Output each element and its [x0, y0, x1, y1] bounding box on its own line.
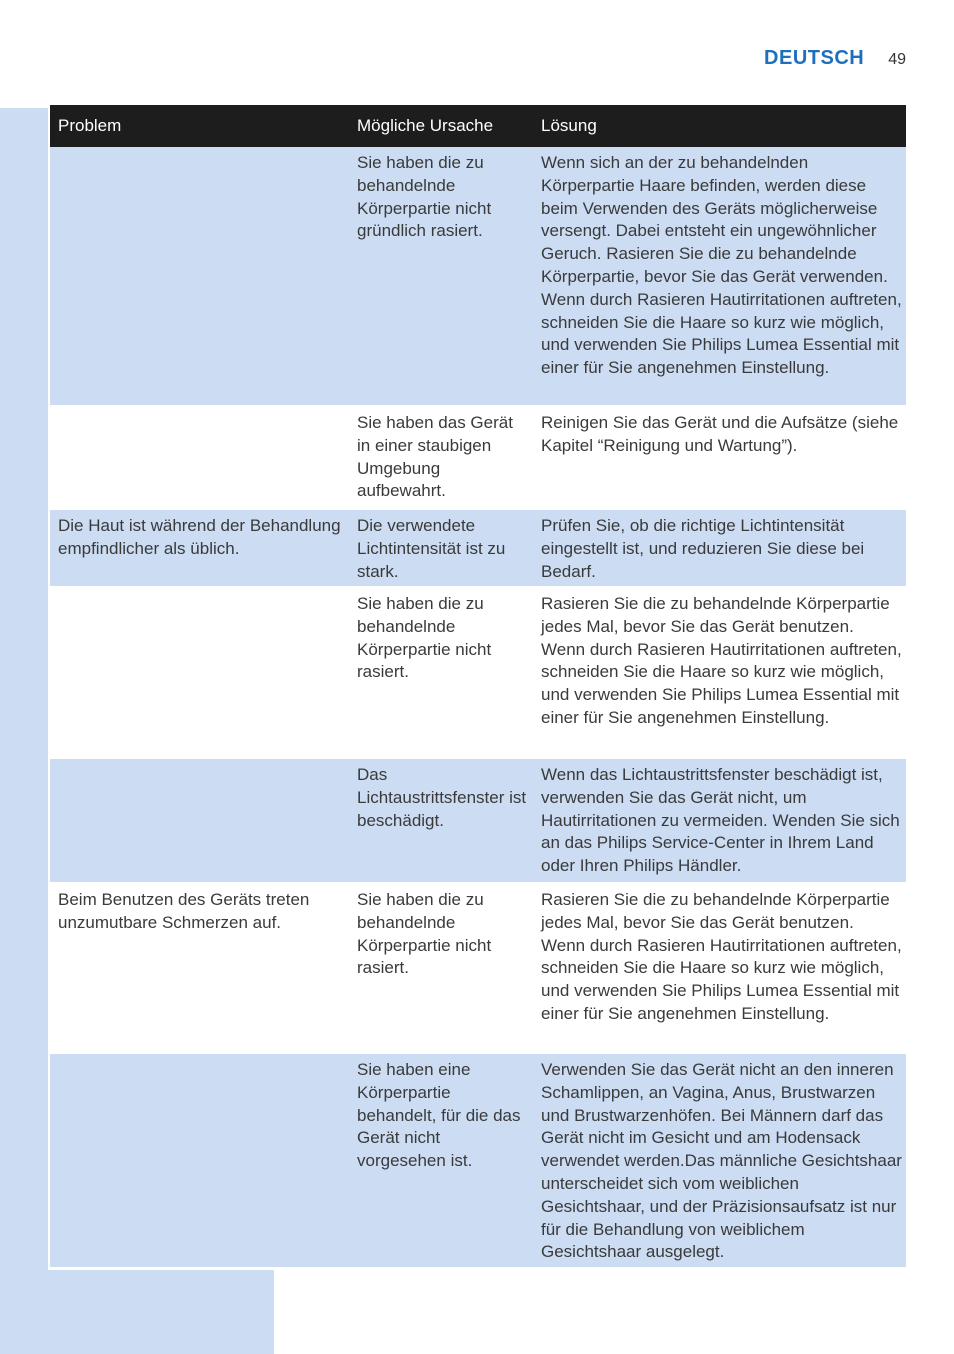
- column-header-problem: Problem: [58, 116, 122, 135]
- solution-cell: Rasieren Sie die zu behandelnde Körperpartie jedes Mal, bevor Sie das Gerät benutzen. Wenn durch Rasieren Hautirritationen auftreten, schneiden Sie die Haare so kurz wie möglich, und verwenden Sie Philips Lumea Essential mit einer für Sie angenehmen Einstellung.: [541, 890, 902, 1023]
- solution-cell: Verwenden Sie das Gerät nicht an den inneren Schamlippen, an Vagina, Anus, Brustwarzen und Brustwarzenhöfen. Bei Männern darf das Gerät nicht im Gesicht und am Hodensack verwendet werden.Das männliche Gesichtshaar unterscheidet sich vom weiblichen Gesichtshaar, und der Präzisionsaufsatz ist nur für die Behandlung von weiblichem Gesichtshaar ausgelegt.: [541, 1060, 902, 1262]
- table-row: [50, 757, 906, 882]
- cause-cell: Sie haben die zu behandelnde Körperpartie nicht rasiert.: [357, 594, 492, 682]
- problem-cell: [50, 759, 349, 882]
- troubleshooting-table: [50, 105, 906, 1267]
- page-number: 49: [888, 51, 906, 68]
- table-row: [50, 1052, 906, 1267]
- bottom-color-block: [0, 1270, 274, 1354]
- problem-cell: Beim Benutzen des Geräts treten unzumutbare Schmerzen auf.: [58, 890, 310, 932]
- column-header-solution: Lösung: [541, 116, 597, 135]
- table-header: [50, 105, 906, 147]
- cause-cell: Das Lichtaustrittsfenster ist beschädigt.: [357, 765, 527, 830]
- solution-cell: Prüfen Sie, ob die richtige Lichtintensität eingestellt ist, und reduzieren Sie diese bei Bedarf.: [541, 516, 865, 581]
- cause-cell: Sie haben die zu behandelnde Körperpartie nicht gründlich rasiert.: [357, 153, 492, 241]
- side-color-bar: [0, 108, 48, 1354]
- language-label: DEUTSCH: [764, 47, 865, 69]
- problem-cell: [50, 147, 349, 405]
- page-header: [764, 47, 906, 70]
- problem-cell: [50, 1054, 349, 1268]
- problem-cell: [50, 407, 349, 508]
- problem-cell: Die Haut ist während der Behandlung empfindlicher als üblich.: [58, 516, 341, 558]
- table-row: [50, 882, 906, 1052]
- cause-cell: Die verwendete Lichtintensität ist zu stark.: [357, 516, 506, 581]
- solution-cell: Rasieren Sie die zu behandelnde Körperpartie jedes Mal, bevor Sie das Gerät benutzen. Wenn durch Rasieren Hautirritationen auftreten, schneiden Sie die Haare so kurz wie möglich, und verwenden Sie Philips Lumea Essential mit einer für Sie angenehmen Einstellung.: [541, 594, 902, 727]
- table-row: [50, 586, 906, 757]
- table-row: [50, 147, 906, 405]
- problem-cell: [50, 588, 349, 757]
- table-row: [50, 508, 906, 586]
- cause-cell: Sie haben die zu behandelnde Körperpartie nicht rasiert.: [357, 890, 492, 978]
- solution-cell: Reinigen Sie das Gerät und die Aufsätze (siehe Kapitel “Reinigung und Wartung”).: [541, 413, 899, 455]
- cause-cell: Sie haben das Gerät in einer staubigen Umgebung aufbewahrt.: [357, 413, 513, 501]
- solution-cell: Wenn sich an der zu behandelnden Körperpartie Haare befinden, werden diese beim Verwenden des Geräts möglicherweise versengt. Dabei entsteht ein ungewöhnlicher Geruch. Rasieren Sie die zu behandelnde Körperpartie, bevor Sie das Gerät verwenden. Wenn durch Rasieren Hautirritationen auftreten, schneiden Sie die Haare so kurz wie möglich, und verwenden Sie Philips Lumea Essential mit einer für Sie angenehmen Einstellung.: [541, 153, 902, 378]
- cause-cell: Sie haben eine Körperpartie behandelt, für die das Gerät nicht vorgesehen ist.: [357, 1060, 521, 1171]
- solution-cell: Wenn das Lichtaustrittsfenster beschädigt ist, verwenden Sie das Gerät nicht, um Hautirritationen zu vermeiden. Wenden Sie sich an das Philips Service-Center in Ihrem Land oder Ihren Philips Händler.: [541, 765, 900, 876]
- table-row: [50, 405, 906, 508]
- column-header-cause: Mögliche Ursache: [357, 116, 494, 135]
